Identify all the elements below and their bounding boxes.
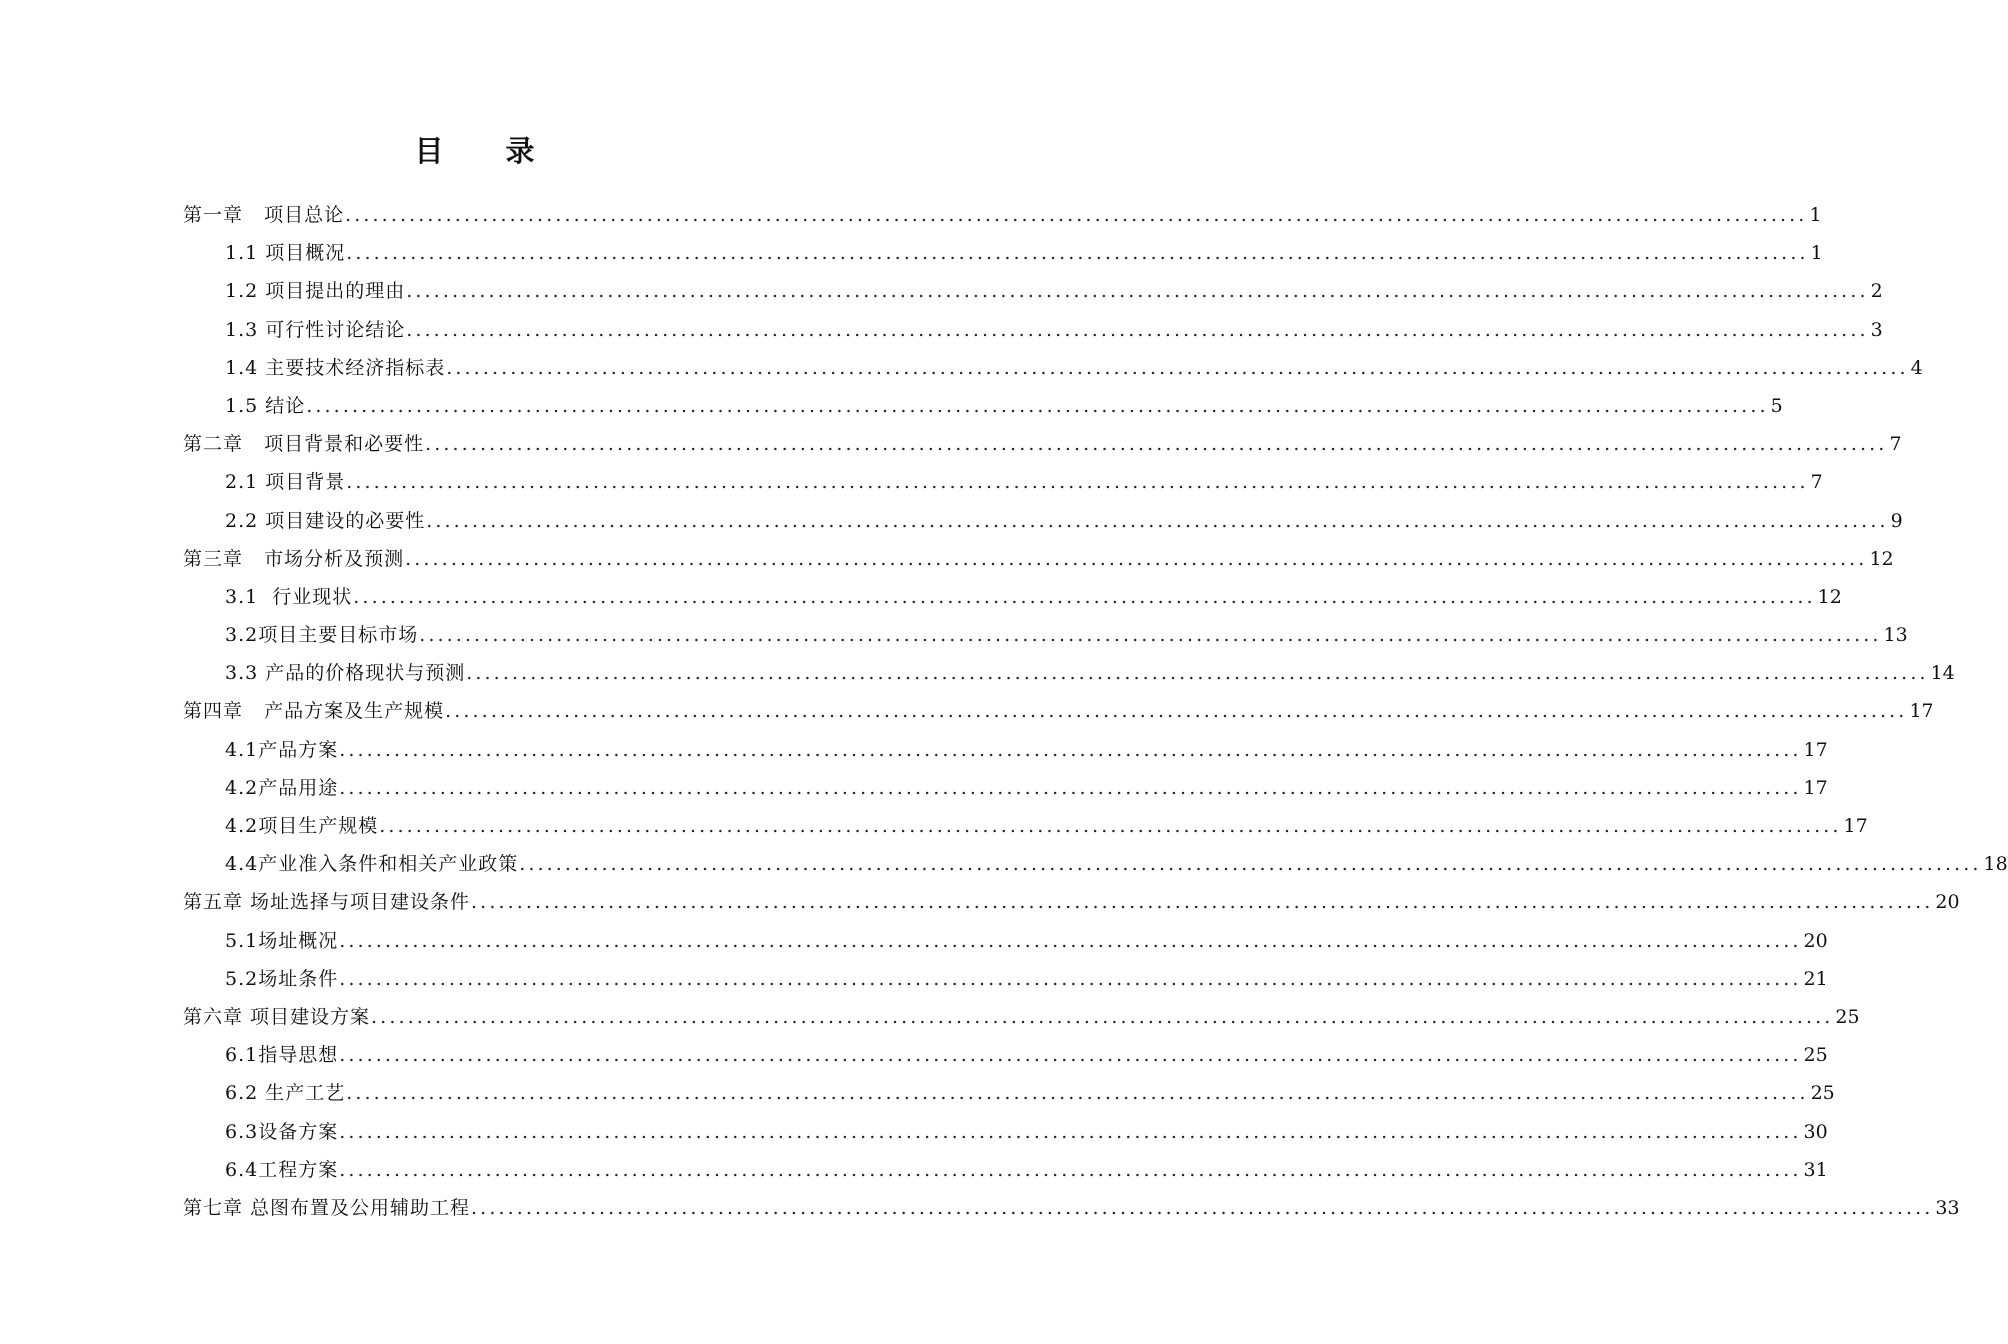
toc-entry-label: 第一章 项目总论	[183, 204, 345, 226]
toc-entry-label: 5.1场址概况	[225, 929, 339, 952]
toc-entry-label: 4.4产业准入条件和相关产业政策	[225, 853, 519, 876]
toc-page-number: 17	[1803, 738, 1828, 761]
toc-entry-label: 第七章 总图布置及公用辅助工程	[183, 1196, 471, 1219]
toc-section-entry[interactable]	[183, 731, 1828, 769]
toc-page-number: 17	[1909, 700, 1934, 723]
toc-section-entry[interactable]	[183, 234, 1823, 272]
toc-page-number: 33	[1935, 1196, 1960, 1219]
toc-dot-leader: ................................................................................................................................................................	[419, 624, 1882, 647]
toc-title: 目 录	[414, 134, 561, 168]
toc-entry-label: 5.2场址条件	[225, 967, 339, 990]
toc-entry-label: 4.1产品方案	[225, 738, 339, 761]
toc-section-entry[interactable]	[183, 1151, 1828, 1189]
toc-entry-label: 第六章 项目建设方案	[183, 1005, 371, 1028]
toc-section-entry[interactable]	[183, 960, 1828, 998]
toc-chapter-entry[interactable]	[183, 883, 1960, 921]
toc-dot-leader: ................................................................................................................................................................	[445, 700, 1908, 723]
toc-page-number: 17	[1803, 776, 1828, 799]
toc-dot-leader: ................................................................................................................................................................	[346, 471, 1809, 494]
toc-dot-leader: ................................................................................................................................................................	[346, 242, 1809, 265]
toc-list	[183, 196, 2008, 1227]
toc-page-number: 12	[1817, 585, 1842, 608]
toc-page-number: 21	[1803, 967, 1828, 990]
toc-page-number: 14	[1930, 662, 1955, 685]
toc-entry-label: 第三章 市场分析及预测	[183, 547, 405, 570]
toc-page-number: 18	[1983, 853, 2008, 876]
toc-entry-label: 第四章 产品方案及生产规模	[183, 700, 445, 723]
toc-entry-label: 2.1 项目背景	[225, 471, 346, 494]
toc-page-number: 7	[1810, 471, 1823, 494]
toc-section-entry[interactable]	[183, 769, 1828, 807]
toc-page-number: 20	[1935, 891, 1960, 914]
toc-dot-leader: ................................................................................................................................................................	[339, 1158, 1802, 1181]
toc-dot-leader: ................................................................................................................................................................	[405, 547, 1868, 570]
toc-dot-leader: ................................................................................................................................................................	[425, 433, 1888, 456]
toc-section-entry[interactable]	[183, 311, 1883, 349]
toc-page-number: 12	[1869, 547, 1894, 570]
toc-page-number: 25	[1803, 1044, 1828, 1067]
toc-dot-leader: ................................................................................................................................................................	[345, 204, 1808, 226]
toc-page-number: 3	[1870, 318, 1883, 341]
toc-dot-leader: ................................................................................................................................................................	[406, 280, 1869, 303]
toc-section-entry[interactable]	[183, 654, 1955, 692]
toc-entry-label: 第二章 项目背景和必要性	[183, 433, 425, 456]
toc-page-number: 4	[1910, 356, 1923, 379]
toc-dot-leader: ................................................................................................................................................................	[471, 1196, 1934, 1219]
toc-page-number: 25	[1835, 1005, 1860, 1028]
toc-chapter-entry[interactable]	[183, 540, 1894, 578]
toc-dot-leader: ................................................................................................................................................................	[339, 738, 1802, 761]
toc-dot-leader: ................................................................................................................................................................	[519, 853, 1982, 876]
toc-page-number: 31	[1803, 1158, 1828, 1181]
toc-section-entry[interactable]	[183, 1036, 1828, 1074]
toc-dot-leader: ................................................................................................................................................................	[426, 509, 1889, 532]
toc-dot-leader: ................................................................................................................................................................	[339, 1120, 1802, 1143]
toc-section-entry[interactable]	[183, 463, 1823, 501]
toc-dot-leader: ................................................................................................................................................................	[346, 1082, 1809, 1105]
toc-dot-leader: ................................................................................................................................................................	[371, 1005, 1834, 1028]
toc-entry-label: 1.4 主要技术经济指标表	[225, 356, 446, 379]
toc-page-number: 7	[1889, 433, 1902, 456]
toc-dot-leader: ................................................................................................................................................................	[379, 815, 1842, 837]
toc-page-number: 9	[1890, 509, 1903, 532]
toc-dot-leader: ................................................................................................................................................................	[406, 318, 1869, 341]
toc-dot-leader: ................................................................................................................................................................	[446, 356, 1909, 379]
toc-section-entry[interactable]	[183, 272, 1883, 310]
toc-entry-label: 6.3设备方案	[225, 1120, 339, 1143]
toc-page-number: 17	[1843, 815, 1868, 837]
toc-dot-leader: ................................................................................................................................................................	[353, 585, 1816, 608]
toc-entry-label: 3.1 行业现状	[225, 585, 353, 608]
toc-entry-label: 2.2 项目建设的必要性	[225, 509, 426, 532]
toc-chapter-entry[interactable]	[183, 196, 1822, 234]
toc-dot-leader: ................................................................................................................................................................	[339, 929, 1802, 952]
toc-chapter-entry[interactable]	[183, 998, 1860, 1036]
toc-section-entry[interactable]	[183, 616, 1908, 654]
toc-page-number: 1	[1810, 242, 1823, 265]
toc-dot-leader: ................................................................................................................................................................	[466, 662, 1929, 685]
toc-entry-label: 6.4工程方案	[225, 1158, 339, 1181]
toc-section-entry[interactable]	[183, 807, 1868, 845]
toc-entry-label: 6.1指导思想	[225, 1044, 339, 1067]
toc-page-number: 5	[1770, 394, 1783, 417]
toc-entry-label: 3.3 产品的价格现状与预测	[225, 662, 466, 685]
toc-section-entry[interactable]	[183, 502, 1903, 540]
toc-entry-label: 1.5 结论	[225, 394, 306, 417]
toc-page-number: 1	[1809, 204, 1822, 226]
toc-entry-label: 6.2 生产工艺	[225, 1082, 346, 1105]
toc-dot-leader: ................................................................................................................................................................	[339, 1044, 1802, 1067]
toc-entry-label: 3.2项目主要目标市场	[225, 624, 419, 647]
toc-dot-leader: ................................................................................................................................................................	[339, 776, 1802, 799]
toc-section-entry[interactable]	[183, 845, 2008, 883]
toc-chapter-entry[interactable]	[183, 692, 1934, 730]
toc-page-number: 30	[1803, 1120, 1828, 1143]
toc-chapter-entry[interactable]	[183, 1189, 1960, 1227]
toc-section-entry[interactable]	[183, 1113, 1828, 1151]
toc-section-entry[interactable]	[183, 922, 1828, 960]
toc-chapter-entry[interactable]	[183, 425, 1902, 463]
toc-entry-label: 1.2 项目提出的理由	[225, 280, 406, 303]
toc-page-number: 20	[1803, 929, 1828, 952]
toc-dot-leader: ................................................................................................................................................................	[339, 967, 1802, 990]
toc-section-entry[interactable]	[183, 1074, 1835, 1112]
toc-page-number: 2	[1870, 280, 1883, 303]
toc-section-entry[interactable]	[183, 349, 1923, 387]
toc-dot-leader: ................................................................................................................................................................	[306, 394, 1769, 417]
toc-section-entry[interactable]	[183, 387, 1783, 425]
toc-entry-label: 第五章 场址选择与项目建设条件	[183, 891, 471, 914]
toc-entry-label: 4.2项目生产规模	[225, 815, 379, 837]
toc-entry-label: 4.2产品用途	[225, 776, 339, 799]
toc-page-number: 25	[1810, 1082, 1835, 1105]
toc-entry-label: 1.1 项目概况	[225, 242, 346, 265]
toc-page-number: 13	[1883, 624, 1908, 647]
toc-entry-label: 1.3 可行性讨论结论	[225, 318, 406, 341]
toc-section-entry[interactable]	[183, 578, 1842, 616]
toc-dot-leader: ................................................................................................................................................................	[471, 891, 1934, 914]
